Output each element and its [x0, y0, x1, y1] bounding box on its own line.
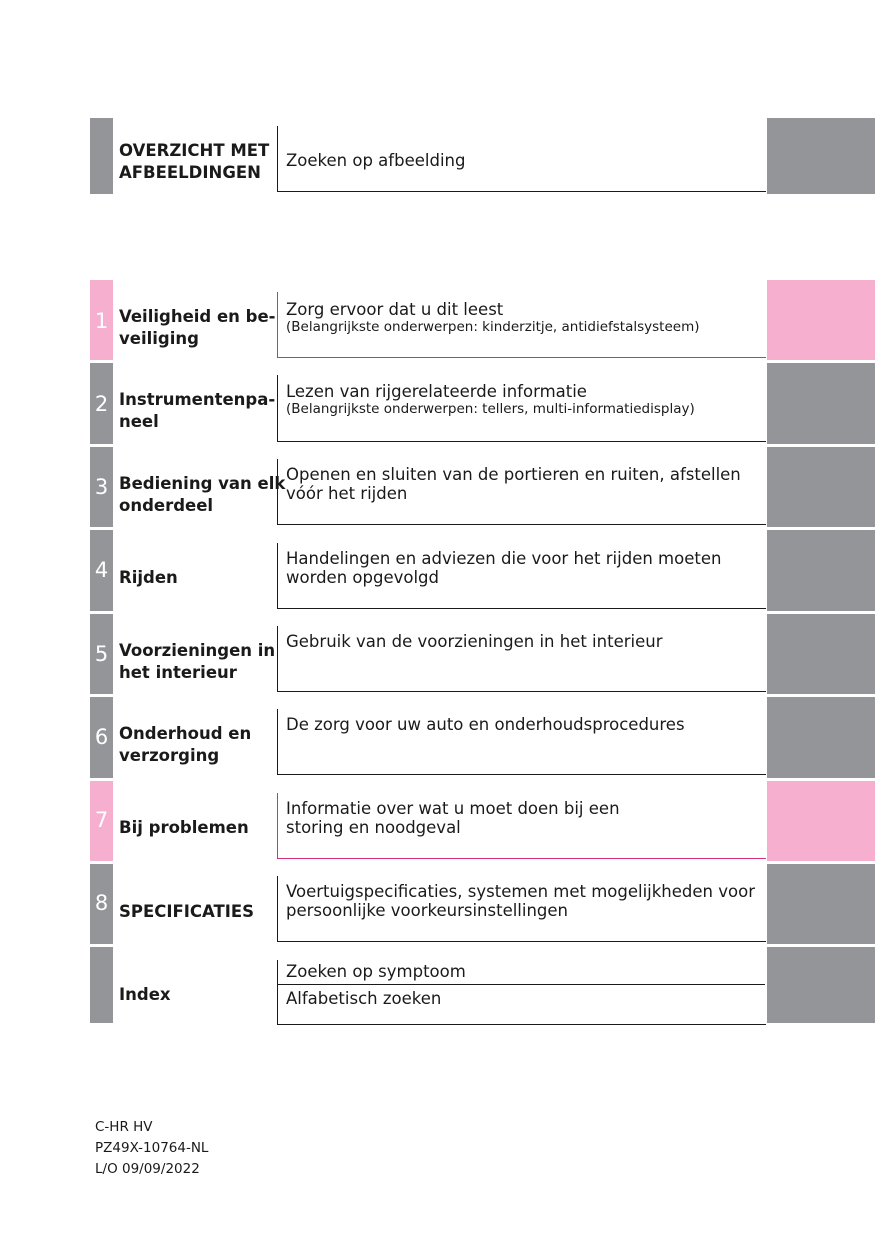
chapter-title-line1: Veiligheid en be- — [119, 307, 276, 326]
chapter-desc-box — [277, 375, 766, 442]
chapter-number-tab — [90, 363, 113, 444]
chapter-title — [119, 306, 276, 350]
chapter-title-line2: onderdeel — [119, 496, 214, 515]
chapter-desc-box — [277, 626, 766, 692]
overview-tab — [90, 118, 113, 194]
chapter-5[interactable] — [90, 614, 875, 694]
chapter-title-line2: veiliging — [119, 329, 199, 348]
chapter-thumb-tab[interactable] — [767, 530, 875, 611]
chapter-desc-box — [277, 543, 766, 609]
chapter-desc-line2: storing en noodgeval — [286, 818, 461, 837]
chapter-desc-line1: Zorg ervoor dat u dit leest — [286, 300, 504, 319]
footer — [95, 1117, 208, 1180]
overview-title-line1: OVERZICHT MET — [119, 141, 270, 160]
chapter-number: 3 — [94, 475, 109, 499]
chapter-number: 1 — [94, 309, 109, 333]
chapter-desc-line1: Openen en sluiten van de portieren en ruiten, afstellen — [286, 465, 741, 484]
chapter-title — [119, 723, 251, 767]
chapter-number-tab — [90, 781, 113, 861]
index-tab — [90, 947, 113, 1023]
index-item-symptom[interactable]: Zoeken op symptoom — [286, 962, 466, 981]
chapter-title — [119, 389, 275, 433]
chapter-title — [119, 473, 285, 517]
chapter-thumb-tab[interactable] — [767, 447, 875, 527]
chapter-thumb-tab[interactable] — [767, 614, 875, 694]
chapter-thumb-tab[interactable] — [767, 697, 875, 778]
chapter-title — [119, 567, 178, 589]
chapter-title-line1: Bij problemen — [119, 818, 249, 837]
index-item-alphabetical[interactable]: Alfabetisch zoeken — [286, 989, 442, 1008]
overview-desc[interactable]: Zoeken op afbeelding — [286, 151, 466, 170]
footer-code: PZ49X-10764-NL — [95, 1140, 209, 1156]
chapter-title-line1: Rijden — [119, 568, 178, 587]
chapter-number: 2 — [94, 392, 109, 416]
chapter-title — [119, 901, 254, 923]
chapter-desc-box — [277, 459, 766, 525]
chapter-desc-line1: Lezen van rijgerelateerde informatie — [286, 382, 587, 401]
chapter-7[interactable] — [90, 781, 875, 861]
overview-title-line2: AFBEELDINGEN — [119, 163, 261, 182]
overview-section[interactable] — [90, 118, 875, 194]
overview-desc-box — [277, 126, 766, 192]
chapter-desc-line1: De zorg voor uw auto en onderhoudsprocedures — [286, 715, 685, 734]
footer-lo: L/O 09/09/2022 — [95, 1161, 200, 1177]
chapter-title-line1: Instrumentenpa- — [119, 390, 276, 409]
chapter-title-line2: verzorging — [119, 746, 220, 765]
chapter-number: 4 — [94, 558, 109, 582]
footer-model: C-HR HV — [95, 1119, 153, 1135]
chapter-title-line2: neel — [119, 412, 159, 431]
chapter-title-line1: Bediening van elk — [119, 474, 286, 493]
chapter-number-tab — [90, 447, 113, 527]
chapter-desc-line1: Handelingen en adviezen die voor het rijden moeten — [286, 549, 722, 568]
chapter-desc-line1: Gebruik van de voorzieningen in het interieur — [286, 632, 663, 651]
chapter-desc-line1: Voertuigspecificaties, systemen met mogelijkheden voor — [286, 882, 755, 901]
chapter-title — [119, 817, 249, 839]
chapter-desc-line2: persoonlijke voorkeursinstellingen — [286, 901, 569, 920]
index-title: Index — [119, 985, 171, 1004]
chapter-number-tab — [90, 530, 113, 611]
chapter-desc-box — [277, 709, 766, 775]
chapter-desc[interactable] — [286, 715, 685, 734]
chapter-thumb-tab[interactable] — [767, 781, 875, 861]
overview-thumb-tab[interactable] — [767, 118, 875, 194]
chapter-desc-box — [277, 876, 766, 942]
chapter-desc[interactable] — [286, 382, 695, 418]
chapter-desc[interactable] — [286, 549, 721, 587]
chapter-desc-line2: vóór het rijden — [286, 484, 408, 503]
chapter-number-tab — [90, 864, 113, 944]
chapter-desc-sub: (Belangrijkste onderwerpen: kinderzitje, antidiefstalsysteem) — [286, 319, 700, 335]
index-desc-box — [277, 960, 766, 1025]
chapter-desc[interactable] — [286, 799, 620, 837]
chapter-number: 8 — [94, 891, 109, 915]
chapter-thumb-tab[interactable] — [767, 280, 875, 360]
chapter-6[interactable] — [90, 697, 875, 778]
chapter-number-tab — [90, 614, 113, 694]
chapter-number: 5 — [94, 642, 109, 666]
chapter-title-line1: Voorzieningen in — [119, 641, 276, 660]
chapter-desc-line1: Informatie over wat u moet doen bij een — [286, 799, 620, 818]
chapter-title-line1: SPECIFICATIES — [119, 902, 255, 921]
chapter-title-line1: Onderhoud en — [119, 724, 252, 743]
chapter-4[interactable] — [90, 530, 875, 611]
chapter-number-tab — [90, 280, 113, 360]
chapter-desc[interactable] — [286, 465, 741, 503]
chapter-title — [119, 640, 275, 684]
chapter-desc-sub: (Belangrijkste onderwerpen: tellers, multi-informatiedisplay) — [286, 401, 695, 417]
index-divider — [278, 984, 765, 985]
chapter-2[interactable] — [90, 363, 875, 444]
chapter-number-tab — [90, 697, 113, 778]
index-thumb-tab[interactable] — [767, 947, 875, 1023]
chapter-3[interactable] — [90, 447, 875, 527]
overview-title — [119, 140, 269, 184]
chapter-number: 7 — [94, 808, 109, 832]
chapter-thumb-tab[interactable] — [767, 363, 875, 444]
chapter-desc-box — [277, 793, 766, 859]
chapter-desc-line2: worden opgevolgd — [286, 568, 439, 587]
chapter-desc[interactable] — [286, 882, 755, 920]
chapter-1[interactable] — [90, 280, 875, 360]
index-section[interactable] — [90, 947, 875, 1023]
chapter-thumb-tab[interactable] — [767, 864, 875, 944]
chapter-title-line2: het interieur — [119, 663, 237, 682]
chapter-desc-box — [277, 292, 766, 358]
chapter-desc[interactable] — [286, 300, 699, 336]
chapter-desc[interactable] — [286, 632, 662, 651]
chapter-number: 6 — [94, 725, 109, 749]
chapter-8[interactable] — [90, 864, 875, 944]
